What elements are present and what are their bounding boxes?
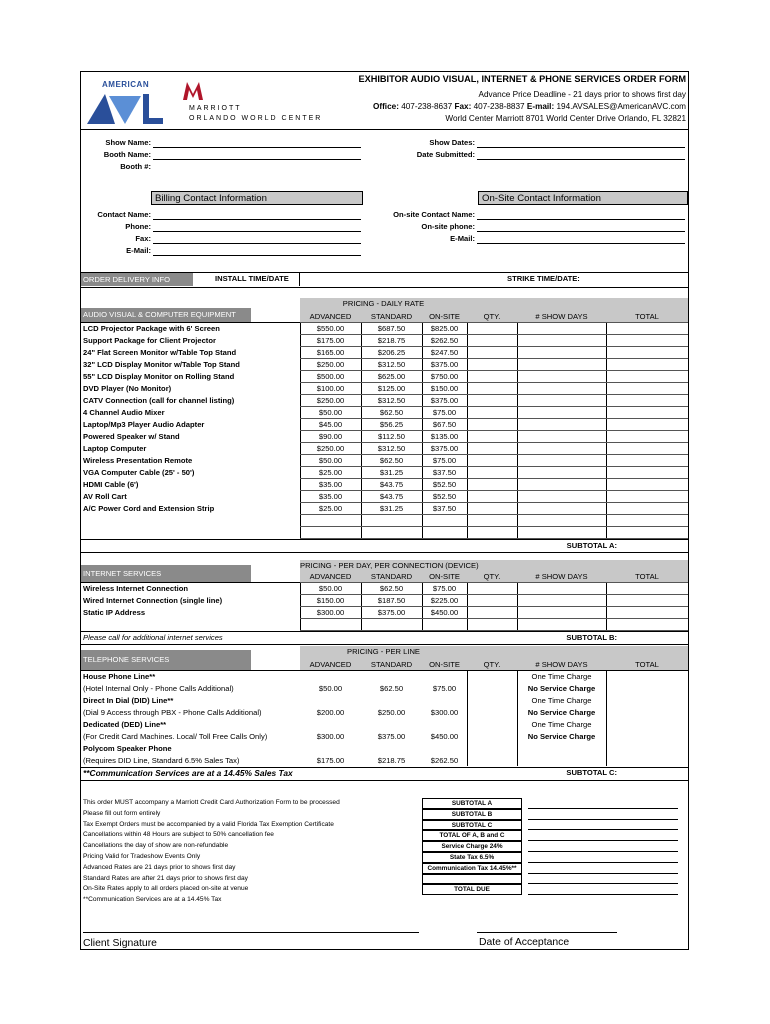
av-item-name: Wireless Presentation Remote <box>83 456 193 465</box>
tel-item-onsite: $300.00 <box>430 708 459 717</box>
av-item-standard: $31.25 <box>379 468 404 477</box>
tel-item-standard: $375.00 <box>377 732 406 741</box>
totals-value-field[interactable] <box>528 809 678 820</box>
totals-row <box>422 852 522 863</box>
tel-item-standard: $218.75 <box>377 756 406 765</box>
tel-table-row <box>81 695 688 719</box>
col-header-total: TOTAL <box>635 312 659 321</box>
marriott-m-icon <box>181 78 207 102</box>
totals-label: Service Charge 24% <box>441 843 503 851</box>
tel-qty-field[interactable] <box>467 743 517 767</box>
install-time-field[interactable] <box>300 273 500 286</box>
term-item: Cancellations within 48 Hours are subject to 50% cancellation fee <box>83 831 274 839</box>
av-item-name: Powered Speaker w/ Stand <box>83 432 180 441</box>
delivery-row <box>81 272 688 288</box>
col-header-days: # SHOW DAYS <box>535 660 588 669</box>
totals-value-field[interactable] <box>528 798 678 809</box>
av-item-name: VGA Computer Cable (25' - 50') <box>83 468 195 477</box>
av-item-standard: $687.50 <box>377 324 406 333</box>
date-submitted-field[interactable] <box>477 150 685 160</box>
tel-section-title: TELEPHONE SERVICES <box>81 650 251 670</box>
acceptance-label: Date of Acceptance <box>479 937 570 948</box>
totals-row <box>422 841 522 852</box>
show-name-field[interactable] <box>153 138 361 148</box>
av-item-name: 4 Channel Audio Mixer <box>83 408 165 417</box>
hotel-location: ORLANDO WORLD CENTER <box>189 115 323 122</box>
onsite-email-field[interactable] <box>477 234 685 244</box>
billing-email-field[interactable] <box>153 246 361 256</box>
totals-value-field[interactable] <box>528 841 678 852</box>
onsite-contact-label: On-site Contact Name: <box>393 210 475 219</box>
av-item-onsite: $75.00 <box>432 456 457 465</box>
billing-phone-label: Phone: <box>125 222 151 231</box>
av-item-name: 55" LCD Display Monitor on Rolling Stand <box>83 372 235 381</box>
col-header-std: STANDARD <box>370 660 413 669</box>
tel-one-time-charge: One Time Charge <box>531 672 592 681</box>
av-item-standard: $43.75 <box>379 492 404 501</box>
marriott-logo <box>181 78 331 128</box>
av-item-standard: $312.50 <box>377 360 406 369</box>
av-subtotal-label: SUBTOTAL A: <box>566 541 617 550</box>
client-signature-label: Client Signature <box>83 938 157 949</box>
date-submitted-label: Date Submitted: <box>416 150 475 159</box>
col-header-std: STANDARD <box>370 312 413 321</box>
tel-pricing-label: PRICING - PER LINE <box>347 647 420 656</box>
tel-item-name: Direct In Dial (DID) Line** <box>83 696 174 705</box>
av-item-onsite: $375.00 <box>430 396 459 405</box>
totals-label: SUBTOTAL A <box>451 800 493 807</box>
tel-item-detail: (For Credit Card Machines. Local/ Toll Free Calls Only) <box>83 732 268 741</box>
av-item-advanced: $25.00 <box>318 468 343 477</box>
tel-total-field[interactable] <box>606 719 688 743</box>
av-item-advanced: $500.00 <box>316 372 345 381</box>
av-item-onsite: $37.50 <box>432 468 457 477</box>
col-header-ons: ON-SITE <box>429 660 460 669</box>
hotel-name: MARRIOTT <box>189 105 242 112</box>
av-item-onsite: $262.50 <box>430 336 459 345</box>
av-item-name: Laptop/Mp3 Player Audio Adapter <box>83 420 205 429</box>
totals-row <box>422 884 522 895</box>
net-item-name: Wired Internet Connection (single line) <box>83 596 223 605</box>
av-item-name: Laptop Computer <box>83 444 147 453</box>
tel-qty-field[interactable] <box>467 719 517 743</box>
av-item-advanced: $175.00 <box>316 336 345 345</box>
av-item-advanced: $50.00 <box>318 456 343 465</box>
av-item-advanced: $25.00 <box>318 504 343 513</box>
address: World Center Marriott 8701 World Center Drive Orlando, FL 32821 <box>445 114 686 123</box>
tel-one-time-charge: One Time Charge <box>531 720 592 729</box>
totals-value-field[interactable] <box>528 830 678 841</box>
tel-item-detail: (Dial 9 Access through PBX - Phone Calls Additional) <box>83 708 262 717</box>
term-item: Advanced Rates are 21 days prior to shows first day <box>83 863 236 871</box>
av-section-title: AUDIO VISUAL & COMPUTER EQUIPMENT <box>81 308 251 322</box>
net-item-standard: $62.50 <box>379 584 404 593</box>
show-dates-label: Show Dates: <box>429 138 475 147</box>
tel-item-detail: (Hotel Internal Only - Phone Calls Additional) <box>83 684 234 693</box>
net-item-standard: $187.50 <box>377 596 406 605</box>
totals-label: Communication Tax 14.45%** <box>427 864 517 872</box>
totals-value-field[interactable] <box>528 852 678 863</box>
logo-brand-top: AMERICAN <box>102 80 150 89</box>
install-time-label: INSTALL TIME/DATE <box>215 274 289 283</box>
totals-row <box>422 863 522 874</box>
totals-label: TOTAL OF A, B and C <box>439 832 505 840</box>
strike-time-label: STRIKE TIME/DATE: <box>507 274 580 283</box>
booth-number-label: Booth #: <box>120 162 151 171</box>
totals-value-field[interactable] <box>528 874 678 885</box>
tel-item-name: Polycom Speaker Phone <box>83 744 172 753</box>
av-item-name: LCD Projector Package with 6' Screen <box>83 324 220 333</box>
avl-logo <box>85 80 165 126</box>
av-item-standard: $625.00 <box>377 372 406 381</box>
av-item-name: A/C Power Cord and Extension Strip <box>83 504 215 513</box>
logo-swoosh-icon <box>85 90 165 126</box>
net-subtotal-label: SUBTOTAL B: <box>566 633 617 642</box>
price-deadline: Advance Price Deadline - 21 days prior to shows first day <box>478 90 686 99</box>
tel-subtotal-label: SUBTOTAL C: <box>566 768 617 777</box>
av-item-standard: $125.00 <box>377 384 406 393</box>
totals-label: SUBTOTAL C <box>451 821 493 829</box>
col-header-ons: ON-SITE <box>429 572 460 581</box>
billing-fax-field[interactable] <box>153 234 361 244</box>
tel-item-advanced: $50.00 <box>318 684 343 693</box>
tel-item-detail: (Requires DID Line, Standard 6.5% Sales Tax) <box>83 756 240 765</box>
totals-value-field[interactable] <box>528 884 678 895</box>
av-item-advanced: $250.00 <box>316 444 345 453</box>
onsite-contact-header: On-Site Contact Information <box>478 191 688 205</box>
tel-item-advanced: $300.00 <box>316 732 345 741</box>
tel-item-name: Dedicated (DED) Line** <box>83 720 167 729</box>
tel-item-name: House Phone Line** <box>83 672 156 681</box>
term-item: Tax Exempt Orders must be accompanied by a valid Florida Tax Exemption Certificate <box>83 820 334 828</box>
term-item: This order MUST accompany a Marriott Credit Card Authorization Form to be processed <box>83 799 340 806</box>
tel-no-service-charge: No Service Charge <box>527 684 596 693</box>
av-item-name: 24" Flat Screen Monitor w/Table Top Stand <box>83 348 237 357</box>
term-item: Please fill out form entirely <box>83 809 161 817</box>
av-item-standard: $206.25 <box>377 348 406 357</box>
net-subtotal-field[interactable] <box>606 631 688 643</box>
totals-value-field[interactable] <box>528 863 678 874</box>
col-header-total: TOTAL <box>635 660 659 669</box>
av-item-name: HDMI Cable (6') <box>83 480 139 489</box>
totals-row <box>422 798 522 809</box>
av-item-onsite: $37.50 <box>432 504 457 513</box>
term-item: Cancellations the day of show are non-refundable <box>83 842 229 850</box>
tel-no-service-charge: No Service Charge <box>527 708 596 717</box>
net-item-standard: $375.00 <box>377 608 406 617</box>
col-header-adv: ADVANCED <box>309 572 352 581</box>
av-item-advanced: $90.00 <box>318 432 343 441</box>
net-item-name: Static IP Address <box>83 608 146 617</box>
col-header-total: TOTAL <box>635 572 659 581</box>
totals-label: TOTAL DUE <box>454 886 490 894</box>
net-item-advanced: $300.00 <box>316 608 345 617</box>
av-item-standard: $312.50 <box>377 396 406 405</box>
av-item-name: AV Roll Cart <box>83 492 127 501</box>
av-pricing-label: PRICING - DAILY RATE <box>342 299 425 308</box>
av-item-onsite: $67.50 <box>432 420 457 429</box>
av-item-name: 32" LCD Display Monitor w/Table Top Stand <box>83 360 240 369</box>
billing-email-label: E-Mail: <box>126 246 151 255</box>
av-item-advanced: $165.00 <box>316 348 345 357</box>
tel-table-row <box>81 671 688 695</box>
totals-value-field[interactable] <box>528 820 678 831</box>
av-item-standard: $56.25 <box>379 420 404 429</box>
av-item-onsite: $247.50 <box>430 348 459 357</box>
tel-comm-note: **Communication Services are at a 14.45% Sales Tax <box>83 768 293 778</box>
col-header-ons: ON-SITE <box>429 312 460 321</box>
tel-total-field[interactable] <box>606 695 688 719</box>
form-title: EXHIBITOR AUDIO VISUAL, INTERNET & PHONE SERVICES ORDER FORM <box>358 74 686 84</box>
tel-one-time-charge: One Time Charge <box>531 696 592 705</box>
av-item-standard: $62.50 <box>379 456 404 465</box>
av-item-onsite: $135.00 <box>430 432 459 441</box>
av-item-standard: $312.50 <box>377 444 406 453</box>
col-header-days: # SHOW DAYS <box>535 572 588 581</box>
av-item-advanced: $550.00 <box>316 324 345 333</box>
tel-subtotal-field[interactable] <box>606 767 688 779</box>
onsite-phone-field[interactable] <box>477 222 685 232</box>
tel-qty-field[interactable] <box>467 695 517 719</box>
acceptance-line[interactable] <box>477 920 617 933</box>
net-item-advanced: $50.00 <box>318 584 343 593</box>
tel-total-field[interactable] <box>606 743 688 767</box>
av-item-name: CATV Connection (call for channel listing) <box>83 396 235 405</box>
order-delivery-label: ORDER DELIVERY INFO <box>81 273 193 286</box>
net-section-title: INTERNET SERVICES <box>81 565 251 582</box>
onsite-phone-label: On-site phone: <box>421 222 475 231</box>
av-item-standard: $31.25 <box>379 504 404 513</box>
av-item-onsite: $52.50 <box>432 492 457 501</box>
show-dates-field[interactable] <box>477 138 685 148</box>
col-header-std: STANDARD <box>370 572 413 581</box>
col-header-adv: ADVANCED <box>309 312 352 321</box>
contact-line: Office: 407-238-8637 Fax: 407-238-8837 E-mail: 194.AVSALES@AmericanAVC.com <box>372 102 686 111</box>
av-item-onsite: $375.00 <box>430 360 459 369</box>
totals-row <box>422 820 522 831</box>
booth-name-label: Booth Name: <box>103 150 151 159</box>
av-item-onsite: $750.00 <box>430 372 459 381</box>
totals-row <box>422 874 522 885</box>
billing-contact-label: Contact Name: <box>97 210 151 219</box>
net-item-onsite: $225.00 <box>430 596 459 605</box>
tel-item-advanced: $175.00 <box>316 756 345 765</box>
tel-item-onsite: $75.00 <box>432 684 457 693</box>
tel-table-row <box>81 719 688 743</box>
tel-total-field[interactable] <box>606 671 688 695</box>
av-item-advanced: $45.00 <box>318 420 343 429</box>
term-item: Standard Rates are after 21 days prior to shows first day <box>83 874 248 882</box>
net-item-onsite: $75.00 <box>432 584 457 593</box>
net-note: Please call for additional internet services <box>83 633 223 642</box>
tel-item-standard: $250.00 <box>377 708 406 717</box>
tel-item-standard: $62.50 <box>379 684 404 693</box>
col-header-days: # SHOW DAYS <box>535 312 588 321</box>
totals-label: SUBTOTAL B <box>451 810 493 818</box>
billing-phone-field[interactable] <box>153 222 361 232</box>
av-item-standard: $112.50 <box>378 432 405 441</box>
client-signature-line[interactable] <box>83 920 419 933</box>
tel-qty-field[interactable] <box>467 671 517 695</box>
av-item-onsite: $825.00 <box>430 324 459 333</box>
col-header-qty: QTY. <box>483 660 501 669</box>
totals-row <box>422 830 522 841</box>
av-item-name: DVD Player (No Monitor) <box>83 384 172 393</box>
onsite-contact-field[interactable] <box>477 210 685 220</box>
order-form <box>80 71 689 950</box>
tel-item-onsite: $262.50 <box>430 756 459 765</box>
av-item-onsite: $150.00 <box>430 384 459 393</box>
av-item-advanced: $50.00 <box>318 408 343 417</box>
tel-no-service-charge: No Service Charge <box>527 732 596 741</box>
tel-item-advanced: $200.00 <box>316 708 345 717</box>
av-item-onsite: $375.00 <box>430 444 459 453</box>
billing-contact-header: Billing Contact Information <box>151 191 363 205</box>
term-item: On-Site Rates apply to all orders placed on-site at venue <box>83 885 249 893</box>
logo-brand-main <box>85 80 86 81</box>
av-item-advanced: $250.00 <box>316 360 345 369</box>
av-item-advanced: $100.00 <box>316 384 345 393</box>
show-name-label: Show Name: <box>105 138 151 147</box>
term-item: **Communication Services are at a 14.45% Tax <box>83 896 222 904</box>
billing-contact-field[interactable] <box>153 210 361 220</box>
billing-fax-label: Fax: <box>135 234 151 243</box>
net-item-advanced: $150.00 <box>316 596 345 605</box>
av-item-advanced: $35.00 <box>318 480 343 489</box>
net-pricing-label: PRICING - PER DAY, PER CONNECTION (DEVICE) <box>300 561 479 570</box>
av-item-onsite: $75.00 <box>432 408 457 417</box>
av-item-standard: $43.75 <box>379 480 404 489</box>
booth-name-field[interactable] <box>153 150 361 160</box>
av-item-advanced: $35.00 <box>318 492 343 501</box>
col-header-adv: ADVANCED <box>309 660 352 669</box>
net-item-onsite: $450.00 <box>430 608 459 617</box>
net-item-name: Wireless Internet Connection <box>83 584 188 593</box>
tel-item-onsite: $450.00 <box>430 732 459 741</box>
totals-row <box>422 809 522 820</box>
av-item-onsite: $52.50 <box>432 480 457 489</box>
av-item-standard: $62.50 <box>379 408 404 417</box>
tel-table-row <box>81 743 688 767</box>
col-header-qty: QTY. <box>483 312 501 321</box>
av-item-advanced: $250.00 <box>316 396 345 405</box>
onsite-email-label: E-Mail: <box>450 234 475 243</box>
totals-label: State Tax 6.5% <box>449 854 495 861</box>
av-item-name: Support Package for Client Projector <box>83 336 216 345</box>
av-subtotal-field[interactable] <box>606 539 688 551</box>
col-header-qty: QTY. <box>483 572 501 581</box>
term-item: Pricing Valid for Tradeshow Events Only <box>83 853 201 860</box>
av-item-standard: $218.75 <box>377 336 406 345</box>
